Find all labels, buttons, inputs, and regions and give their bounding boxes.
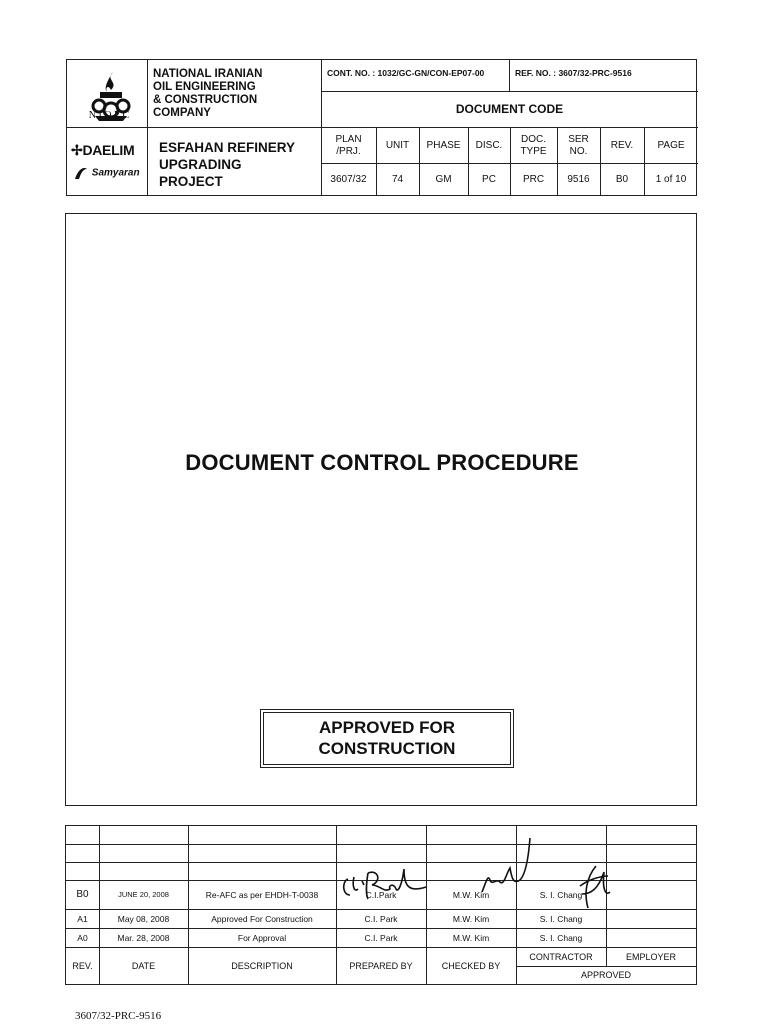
rev-cell: A1 [77, 913, 88, 924]
code-value-page: 1 of 10 [655, 174, 687, 185]
code-value-plan: 3607/32 [330, 174, 367, 185]
signature-checked-icon [476, 834, 536, 896]
date-cell: Mar. 28, 2008 [117, 932, 170, 943]
rev-header: REV. [72, 960, 93, 971]
code-value-ser-no: 9516 [567, 174, 590, 185]
contractor-cell: S. I. Chang [539, 932, 583, 943]
rev-cell: B0 [76, 889, 89, 900]
project-name: ESFAHAN REFINERY UPGRADING PROJECT [159, 140, 296, 189]
code-header-plan: PLAN /PRJ. [335, 134, 362, 157]
reference-number: REF. NO. : 3607/32-PRC-9516 [515, 68, 632, 78]
rev-cell: A0 [77, 932, 88, 943]
checked-by-header: CHECKED BY [441, 960, 501, 971]
document-header [66, 59, 697, 196]
footer-document-code: 3607/32-PRC-9516 [75, 1010, 162, 1022]
date-header: DATE [131, 960, 156, 971]
document-body-frame [65, 213, 697, 806]
document-title: DOCUMENT CONTROL PROCEDURE [185, 450, 579, 475]
code-header-phase: PHASE [426, 140, 461, 151]
code-value-disc: PC [482, 174, 496, 185]
description-cell: For Approval [237, 932, 287, 943]
code-value-unit: 74 [391, 174, 404, 185]
checked-cell: M.W. Kim [452, 889, 490, 900]
daelim-logo: ✢DAELIM [71, 142, 135, 158]
checked-cell: M.W. Kim [452, 913, 490, 924]
code-header-doc-type: DOC. TYPE [520, 134, 547, 157]
signature-prepared-icon [338, 859, 430, 907]
prepared-cell: C.I. Park [364, 913, 398, 924]
approval-stamp: APPROVED FOR CONSTRUCTION [260, 709, 514, 768]
prepared-by-header: PREPARED BY [349, 960, 413, 971]
prepared-cell: C.I.Park [365, 889, 397, 900]
code-header-disc: DISC. [475, 140, 503, 151]
approved-header: APPROVED [580, 970, 631, 980]
code-value-phase: GM [435, 174, 452, 185]
revision-table [65, 825, 697, 985]
nioec-abbreviation: N.I.O.E.C [88, 110, 130, 121]
contract-number: CONT. NO. : 1032/GC-GN/CON-EP07-00 [327, 68, 485, 78]
contractor-header: CONTRACTOR [529, 951, 593, 962]
code-header-page: PAGE [657, 140, 685, 151]
date-cell: JUNE 20, 2008 [118, 890, 169, 899]
description-cell: Re-AFC as per EHDH-T-0038 [205, 889, 319, 900]
contractor-cell: S. I. Chang [539, 889, 583, 900]
description-header: DESCRIPTION [231, 960, 293, 971]
code-value-doc-type: PRC [522, 174, 545, 185]
daelim-mark-icon: ✢ [71, 142, 83, 158]
company-name: NATIONAL IRANIAN OIL ENGINEERING & CONSTRUCTION COMPANY [153, 68, 263, 119]
date-cell: May 08, 2008 [117, 913, 170, 924]
code-header-ser-no: SER NO. [568, 134, 589, 157]
samyaran-mark-icon [73, 165, 89, 181]
employer-header: EMPLOYER [625, 951, 676, 962]
checked-cell: M.W. Kim [452, 932, 490, 943]
code-value-rev: B0 [615, 174, 629, 185]
signature-contractor-icon [576, 864, 612, 910]
prepared-cell: C.I. Park [364, 932, 398, 943]
samyaran-logo: Samyaran [73, 165, 140, 181]
document-code-label: DOCUMENT CODE [455, 102, 564, 116]
contractor-cell: S. I. Chang [539, 913, 583, 924]
code-header-rev: REV. [610, 140, 634, 151]
code-header-unit: UNIT [385, 140, 410, 151]
description-cell: Approved For Construction [211, 913, 313, 924]
